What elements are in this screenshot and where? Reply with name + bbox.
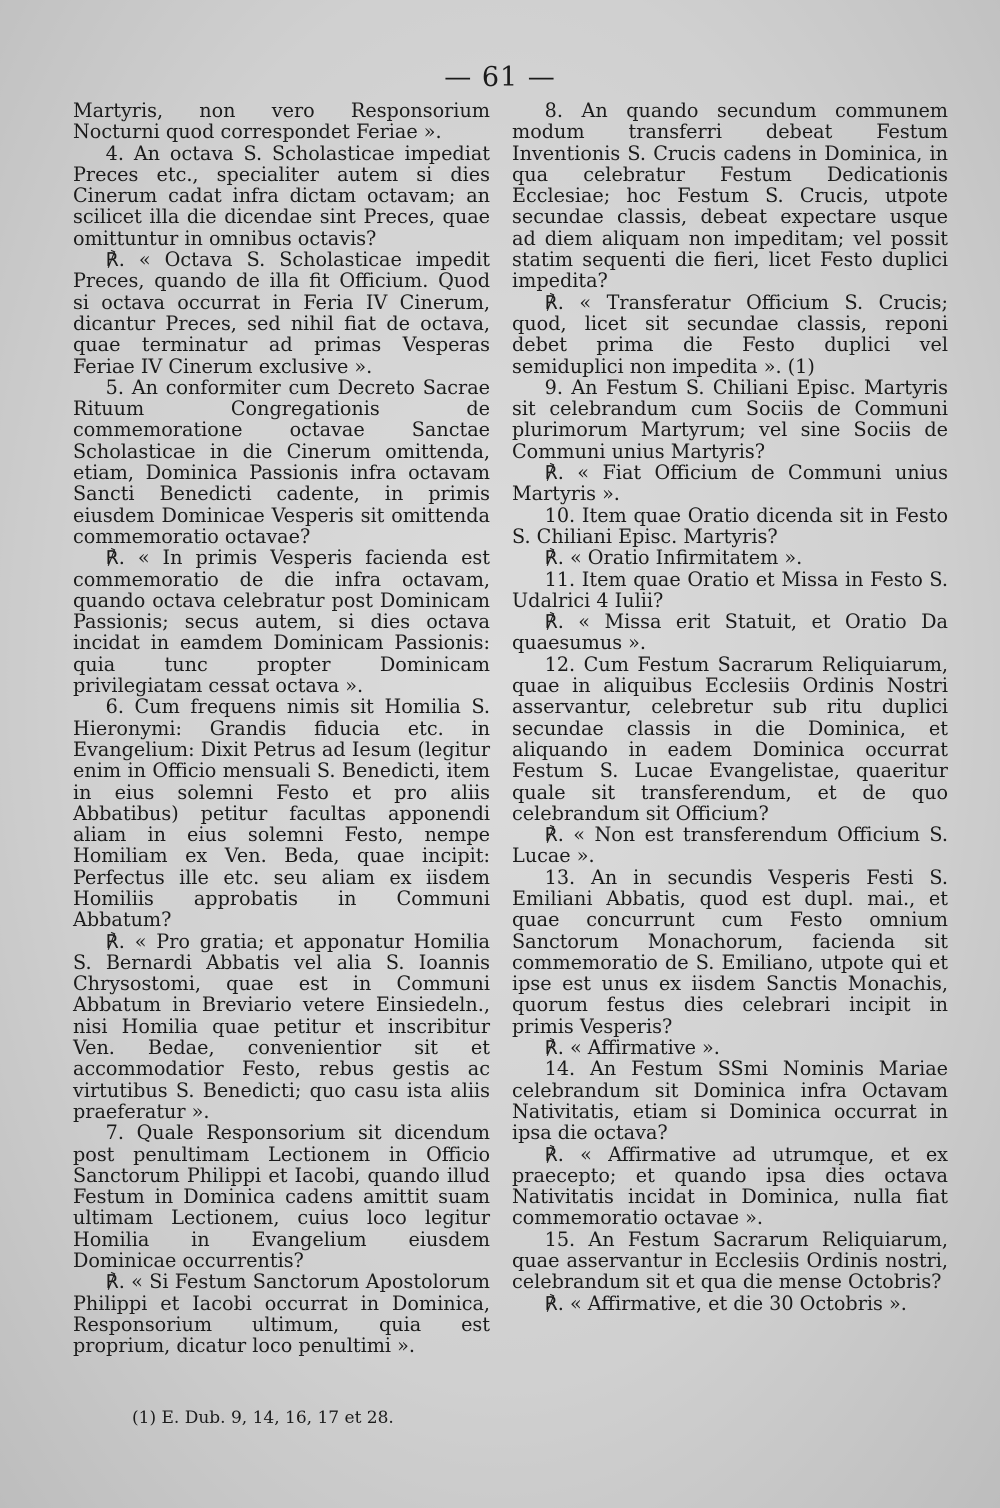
left-column bbox=[73, 100, 490, 1357]
paragraph: ℟. « Affirmative, et die 30 Octobris ». bbox=[544, 1291, 907, 1315]
paragraph: 15. An Festum Sacrarum Reliquiarum, quae asservantur in Ecclesiis Ordinis nostri, celebrandum sit et qua die mense Octobris? bbox=[512, 1227, 948, 1294]
paragraph: ℟. « Affirmative ad utrumque, et ex praecepto; et quando ipsa dies octava Nativitatis incidat in Dominica, nulla fiat commemoratio octavae ». bbox=[512, 1142, 948, 1230]
paragraph: 11. Item quae Oratio et Missa in Festo S. Udalrici 4 Iulii? bbox=[512, 567, 948, 612]
paragraph: ℟. « Octava S. Scholasticae impedit Preces, quando de illa fit Officium. Quod si octava occurrat in Feria IV Cinerum, dicantur Preces, sed nihil fiat de octava, quae terminatur ad primas Vesperas Feriae IV Cinerum exclusive ». bbox=[73, 248, 490, 378]
paragraph: 10. Item quae Oratio dicenda sit in Festo S. Chiliani Episc. Martyris? bbox=[512, 503, 948, 548]
paragraph: 12. Cum Festum Sacrarum Reliquiarum, quae in aliquibus Ecclesiis Ordinis Nostri asservantur, celebretur sub ritu duplici secundae classis in die Dominica, et aliquando in eadem Dominica occurrat Festum S. Lucae Evangelistae, quaeritur quale sit transferendum, et de quo celebrandum sit Officium? bbox=[512, 652, 948, 825]
paragraph: 5. An conformiter cum Decreto Sacrae Rituum Congregationis de commemoratione octavae Sanctae Scholasticae in die Cinerum omittenda, etiam, Dominica Passionis infra octavam Sancti Benedicti cadente, in primis eiusdem Dominicae Vesperis sit omittenda commemoratio octavae? bbox=[73, 375, 490, 548]
paragraph: 4. An octava S. Scholasticae impediat Preces etc., specialiter autem si dies Cinerum cadat infra dictam octavam; an scilicet illa die dicendae sint Preces, quae omittuntur in omnibus octavis? bbox=[73, 141, 490, 250]
paragraph: ℟. « Oratio Infirmitatem ». bbox=[544, 546, 803, 570]
paragraph: ℟. « Si Festum Sanctorum Apostolorum Philippi et Iacobi occurrat in Dominica, Responsorium ultimum, quia est proprium, dicatur loco penultimi ». bbox=[73, 1270, 490, 1358]
paragraph: ℟. « Non est transferendum Officium S. Lucae ». bbox=[512, 823, 948, 868]
paragraph: ℟. « In primis Vesperis facienda est commemoratio de die infra octavam, quando octava celebratur post Dominicam Passionis; secus autem, si dies octava incidat in eamdem Dominicam Passionis: quia tunc propter Dominicam privilegiatam cessat octava ». bbox=[73, 546, 490, 698]
right-column bbox=[512, 100, 948, 1314]
paragraph: 6. Cum frequens nimis sit Homilia S. Hieronymi: Grandis fiducia etc. in Evangelium: Dixit Petrus ad Iesum (legitur enim in Officio mensuali S. Benedicti, item in eius solemni Festo et pro aliis Abbatibus) petitur facultas apponendi aliam in eius solemni Festo, nempe Homiliam ex Ven. Beda, quae incipit: Perfectus ille etc. seu aliam ex iisdem Homiliis approbatis in Communi Abbatum? bbox=[73, 695, 490, 932]
paragraph: ℟. « Transferatur Officium S. Crucis; quod, licet sit secundae classis, reponi debet prima die Festo duplici vel semiduplici non impedita ». (1) bbox=[512, 290, 948, 378]
paragraph: ℟. « Fiat Officium de Communi unius Martyris ». bbox=[512, 461, 948, 506]
page-number: — 61 — bbox=[444, 62, 556, 93]
paragraph: 14. An Festum SSmi Nominis Mariae celebrandum sit Dominica infra Octavam Nativitatis, etiam si Dominica occurrat in ipsa die octava? bbox=[512, 1057, 948, 1145]
paragraph: 9. An Festum S. Chiliani Episc. Martyris sit celebrandum cum Sociis de Communi plurimorum Martyrum; vel sine Sociis de Communi unius Martyris? bbox=[512, 375, 948, 463]
paragraph: Martyris, non vero Responsorium Nocturni quod correspondet Feriae ». bbox=[73, 99, 490, 144]
paragraph: 7. Quale Responsorium sit dicendum post penultimam Lectionem in Officio Sanctorum Philippi et Iacobi, quando illud Festum in Dominica cadens amittit suam ultimam Lectionem, cuius loco legitur Homilia in Evangelium eiusdem Dominicae occurrentis? bbox=[73, 1121, 490, 1273]
paragraph: 13. An in secundis Vesperis Festi S. Emiliani Abbatis, quod est dupl. mai., et quae concurrunt cum Festo omnium Sanctorum Monachorum, facienda sit commemoratio de S. Emiliano, utpote qui et ipse est unus ex iisdem Sanctis Monachis, quorum festus dies celebrari incipit in primis Vesperis? bbox=[512, 865, 948, 1038]
paragraph: ℟. « Pro gratia; et apponatur Homilia S. Bernardi Abbatis vel alia S. Ioannis Chrysostomi, quae est in Communi Abbatum in Breviario vetere Einsiedeln., nisi Homilia quae petitur et inscribitur Ven. Bedae, convenientior sit et accommodatior Festo, rebus gestis ac virtutibus S. Benedicti; quo casu ista aliis praeferatur ». bbox=[73, 929, 490, 1123]
footnote: (1) E. Dub. 9, 14, 16, 17 et 28. bbox=[132, 1408, 394, 1428]
paragraph: ℟. « Missa erit Statuit, et Oratio Da quaesumus ». bbox=[512, 610, 948, 655]
paragraph: 8. An quando secundum communem modum transferri debeat Festum Inventionis S. Crucis cadens in Dominica, in qua celebratur Festum Dedicationis Ecclesiae; hoc Festum S. Crucis, utpote secundae classis, debeat expectare usque ad diem aliquam non impeditam; vel possit statim sequenti die fieri, licet Festo duplici impedita? bbox=[512, 99, 948, 293]
paragraph: ℟. « Affirmative ». bbox=[544, 1036, 720, 1060]
